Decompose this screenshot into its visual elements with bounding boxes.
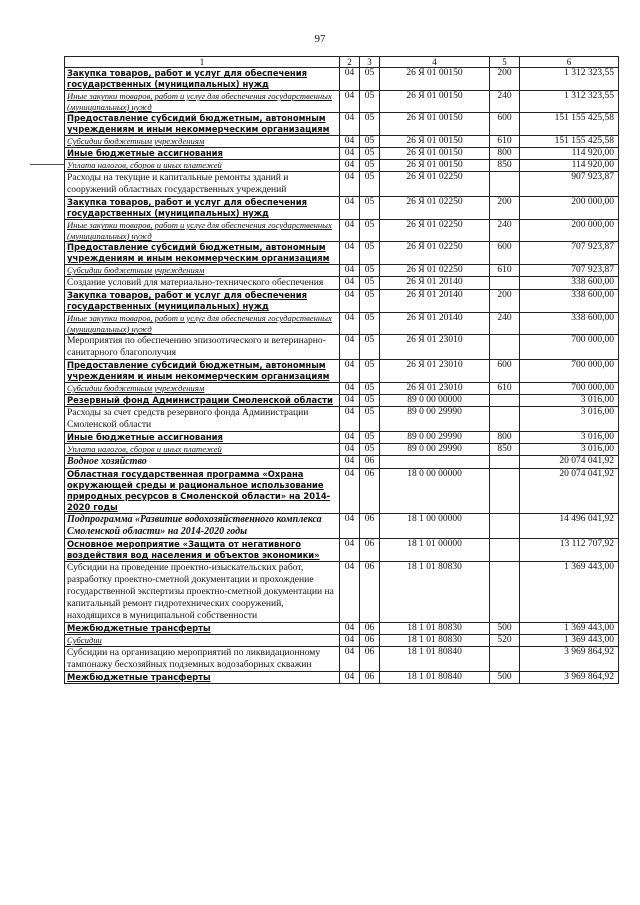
table-row: [65, 290, 619, 313]
row-subsection-cell: 06: [360, 647, 380, 672]
table-row: [65, 635, 619, 647]
table-row: [65, 395, 619, 407]
row-section-cell: 04: [340, 623, 360, 635]
header-col-section: 2: [340, 57, 360, 68]
row-expense-type-cell: [490, 277, 520, 290]
row-subsection-cell: 05: [360, 220, 380, 242]
row-section-cell: 04: [340, 360, 360, 383]
row-name-cell: Межбюджетные трансферты: [65, 623, 340, 635]
row-expense-type-cell: 610: [490, 265, 520, 277]
row-subsection-cell: 06: [360, 469, 380, 514]
row-target-code-cell: 26 Я 01 20140: [380, 290, 490, 313]
row-amount-cell: 3 016,00: [520, 444, 619, 456]
row-subsection-cell: 06: [360, 672, 380, 684]
row-expense-type-cell: [490, 539, 520, 562]
row-expense-type-cell: 800: [490, 148, 520, 160]
row-expense-type-cell: 800: [490, 432, 520, 444]
row-name-cell: Закупка товаров, работ и услуг для обеспечения государственных (муниципальных) нужд: [65, 68, 340, 91]
row-target-code-cell: 89 0 00 29990: [380, 444, 490, 456]
row-amount-cell: 3 969 864,92: [520, 647, 619, 672]
row-subsection-cell: 05: [360, 395, 380, 407]
row-expense-type-cell: 850: [490, 160, 520, 172]
row-target-code-cell: 18 1 01 80830: [380, 623, 490, 635]
row-expense-type-cell: [490, 456, 520, 469]
row-target-code-cell: 18 1 01 80840: [380, 672, 490, 684]
row-section-cell: 04: [340, 444, 360, 456]
row-expense-type-cell: 600: [490, 360, 520, 383]
row-expense-type-cell: [490, 562, 520, 623]
row-name-cell: Иные закупки товаров, работ и услуг для обеспечения государственных (муниципальных) нужд: [65, 313, 340, 335]
row-subsection-cell: 05: [360, 444, 380, 456]
row-subsection-cell: 06: [360, 623, 380, 635]
row-subsection-cell: 05: [360, 68, 380, 91]
table-header-row: [65, 57, 619, 68]
row-expense-type-cell: [490, 514, 520, 539]
header-col-amount: 6: [520, 57, 619, 68]
row-name-cell: Субсидии: [65, 635, 340, 647]
row-section-cell: 04: [340, 313, 360, 335]
row-subsection-cell: 06: [360, 456, 380, 469]
header-col-subsection: 3: [360, 57, 380, 68]
table-row: [65, 623, 619, 635]
row-amount-cell: 338 600,00: [520, 290, 619, 313]
row-subsection-cell: 05: [360, 360, 380, 383]
row-amount-cell: 200 000,00: [520, 197, 619, 220]
row-subsection-cell: 05: [360, 335, 380, 360]
row-section-cell: 04: [340, 647, 360, 672]
row-name-cell: Субсидии на организацию мероприятий по ликвидационному тампонажу бесхозяйных подземных водозаборных скважин: [65, 647, 340, 672]
row-target-code-cell: 89 0 00 29990: [380, 432, 490, 444]
table-row: [65, 335, 619, 360]
table-row: [65, 148, 619, 160]
row-target-code-cell: 26 Я 01 23010: [380, 383, 490, 395]
row-expense-type-cell: 240: [490, 313, 520, 335]
row-expense-type-cell: 200: [490, 197, 520, 220]
row-name-cell: Резервный фонд Администрации Смоленской области: [65, 395, 340, 407]
row-subsection-cell: 06: [360, 635, 380, 647]
row-expense-type-cell: 850: [490, 444, 520, 456]
table-row: [65, 383, 619, 395]
row-name-cell: Закупка товаров, работ и услуг для обеспечения государственных (муниципальных) нужд: [65, 197, 340, 220]
row-section-cell: 04: [340, 91, 360, 113]
row-amount-cell: 13 112 707,92: [520, 539, 619, 562]
row-name-cell: Предоставление субсидий бюджетным, автономным учреждениям и иным некоммерческим организациям: [65, 242, 340, 265]
row-target-code-cell: 26 Я 01 23010: [380, 360, 490, 383]
row-target-code-cell: 18 1 01 00000: [380, 539, 490, 562]
table-row: [65, 197, 619, 220]
row-amount-cell: 700 000,00: [520, 360, 619, 383]
row-name-cell: Закупка товаров, работ и услуг для обеспечения государственных (муниципальных) нужд: [65, 290, 340, 313]
row-amount-cell: 3 969 864,92: [520, 672, 619, 684]
row-target-code-cell: 26 Я 01 02250: [380, 220, 490, 242]
row-section-cell: 04: [340, 432, 360, 444]
row-section-cell: 04: [340, 539, 360, 562]
row-name-cell: Уплата налогов, сборов и иных платежей: [65, 160, 340, 172]
row-subsection-cell: 06: [360, 514, 380, 539]
table-row: [65, 172, 619, 197]
row-target-code-cell: 26 Я 01 02250: [380, 242, 490, 265]
row-section-cell: 04: [340, 335, 360, 360]
row-subsection-cell: 05: [360, 265, 380, 277]
row-amount-cell: 3 016,00: [520, 432, 619, 444]
row-name-cell: Субсидии бюджетным учреждениям: [65, 383, 340, 395]
row-name-cell: Субсидии на проведение проектно-изыскательских работ, разработку проектно-сметной документации и прохождение государственной экспертизы проектно-сметной документации на капитальный ремонт гидротехнических сооружений, находящихся в муниципальной собственности: [65, 562, 340, 623]
row-amount-cell: 114 920,00: [520, 160, 619, 172]
table-row: [65, 647, 619, 672]
row-expense-type-cell: 240: [490, 91, 520, 113]
row-amount-cell: 700 000,00: [520, 383, 619, 395]
row-expense-type-cell: [490, 172, 520, 197]
row-name-cell: Мероприятия по обеспечению эпизоотического и ветеринарно-санитарного благополучия: [65, 335, 340, 360]
row-amount-cell: 20 074 041,92: [520, 456, 619, 469]
row-name-cell: Субсидии бюджетным учреждениям: [65, 136, 340, 148]
row-expense-type-cell: 520: [490, 635, 520, 647]
row-section-cell: 04: [340, 635, 360, 647]
row-section-cell: 04: [340, 407, 360, 432]
row-target-code-cell: 89 0 00 00000: [380, 395, 490, 407]
row-target-code-cell: 26 Я 01 02250: [380, 172, 490, 197]
row-subsection-cell: 06: [360, 562, 380, 623]
row-expense-type-cell: 240: [490, 220, 520, 242]
row-target-code-cell: 18 0 00 00000: [380, 469, 490, 514]
row-amount-cell: 338 600,00: [520, 277, 619, 290]
table-row: [65, 539, 619, 562]
row-expense-type-cell: 200: [490, 68, 520, 91]
row-target-code-cell: 26 Я 01 20140: [380, 277, 490, 290]
row-expense-type-cell: [490, 469, 520, 514]
row-amount-cell: 707 923,87: [520, 242, 619, 265]
row-expense-type-cell: [490, 335, 520, 360]
header-col-target-code: 4: [380, 57, 490, 68]
budget-table: [64, 56, 619, 684]
row-target-code-cell: 26 Я 01 00150: [380, 113, 490, 136]
row-amount-cell: 338 600,00: [520, 313, 619, 335]
row-section-cell: 04: [340, 197, 360, 220]
row-subsection-cell: 05: [360, 290, 380, 313]
row-amount-cell: 1 312 323,55: [520, 91, 619, 113]
row-name-cell: Подпрограмма «Развитие водохозяйственного комплекса Смоленской области» на 2014-2020 годы: [65, 514, 340, 539]
row-target-code-cell: 26 Я 01 02250: [380, 265, 490, 277]
row-expense-type-cell: 600: [490, 242, 520, 265]
row-expense-type-cell: 200: [490, 290, 520, 313]
table-row: [65, 444, 619, 456]
row-subsection-cell: 05: [360, 172, 380, 197]
table-row: [65, 220, 619, 242]
row-name-cell: Расходы за счет средств резервного фонда Администрации Смоленской области: [65, 407, 340, 432]
row-section-cell: 04: [340, 514, 360, 539]
row-name-cell: Создание условий для материально-технического обеспечения: [65, 277, 340, 290]
row-section-cell: 04: [340, 395, 360, 407]
budget-table-container: [64, 56, 618, 684]
row-amount-cell: 700 000,00: [520, 335, 619, 360]
row-amount-cell: 20 074 041,92: [520, 469, 619, 514]
table-row: [65, 562, 619, 623]
row-target-code-cell: 26 Я 01 23010: [380, 335, 490, 360]
row-amount-cell: 151 155 425,58: [520, 136, 619, 148]
row-target-code-cell: 26 Я 01 00150: [380, 91, 490, 113]
header-col-expense-type: 5: [490, 57, 520, 68]
row-section-cell: 04: [340, 672, 360, 684]
row-expense-type-cell: [490, 647, 520, 672]
row-name-cell: Предоставление субсидий бюджетным, автономным учреждениям и иным некоммерческим организациям: [65, 360, 340, 383]
row-expense-type-cell: 600: [490, 113, 520, 136]
row-section-cell: 04: [340, 220, 360, 242]
table-body: [65, 68, 619, 684]
row-amount-cell: 1 369 443,00: [520, 623, 619, 635]
row-target-code-cell: 26 Я 01 20140: [380, 313, 490, 335]
margin-line: [30, 164, 64, 165]
row-name-cell: Иные закупки товаров, работ и услуг для обеспечения государственных (муниципальных) нужд: [65, 91, 340, 113]
row-target-code-cell: 89 0 00 29990: [380, 407, 490, 432]
table-row: [65, 265, 619, 277]
row-target-code-cell: 26 Я 01 00150: [380, 148, 490, 160]
row-expense-type-cell: 610: [490, 383, 520, 395]
row-expense-type-cell: 610: [490, 136, 520, 148]
row-subsection-cell: 05: [360, 160, 380, 172]
row-target-code-cell: 26 Я 01 00150: [380, 136, 490, 148]
row-subsection-cell: 05: [360, 432, 380, 444]
table-row: [65, 68, 619, 91]
row-amount-cell: 114 920,00: [520, 148, 619, 160]
table-row: [65, 91, 619, 113]
row-name-cell: Водное хозяйство: [65, 456, 340, 469]
row-target-code-cell: 18 1 01 80840: [380, 647, 490, 672]
row-section-cell: 04: [340, 160, 360, 172]
table-row: [65, 514, 619, 539]
row-name-cell: Основное мероприятие «Защита от негативного воздействия вод населения и объектов экономики»: [65, 539, 340, 562]
row-name-cell: Иные закупки товаров, работ и услуг для обеспечения государственных (муниципальных) нужд: [65, 220, 340, 242]
row-amount-cell: 3 016,00: [520, 395, 619, 407]
row-subsection-cell: 05: [360, 136, 380, 148]
row-name-cell: Иные бюджетные ассигнования: [65, 432, 340, 444]
row-subsection-cell: 05: [360, 242, 380, 265]
table-row: [65, 277, 619, 290]
row-section-cell: 04: [340, 456, 360, 469]
row-section-cell: 04: [340, 113, 360, 136]
table-row: [65, 469, 619, 514]
table-row: [65, 456, 619, 469]
row-subsection-cell: 05: [360, 197, 380, 220]
row-name-cell: Межбюджетные трансферты: [65, 672, 340, 684]
row-amount-cell: 1 369 443,00: [520, 635, 619, 647]
row-section-cell: 04: [340, 265, 360, 277]
header-col-name: 1: [65, 57, 340, 68]
row-name-cell: Субсидии бюджетным учреждениям: [65, 265, 340, 277]
row-amount-cell: 707 923,87: [520, 265, 619, 277]
row-amount-cell: 151 155 425,58: [520, 113, 619, 136]
row-section-cell: 04: [340, 277, 360, 290]
row-section-cell: 04: [340, 172, 360, 197]
row-target-code-cell: [380, 456, 490, 469]
row-name-cell: Предоставление субсидий бюджетным, автономным учреждениям и иным некоммерческим организациям: [65, 113, 340, 136]
row-amount-cell: 1 312 323,55: [520, 68, 619, 91]
row-amount-cell: 3 016,00: [520, 407, 619, 432]
row-name-cell: Уплата налогов, сборов и иных платежей: [65, 444, 340, 456]
table-row: [65, 432, 619, 444]
table-row: [65, 360, 619, 383]
row-target-code-cell: 26 Я 01 02250: [380, 197, 490, 220]
row-subsection-cell: 05: [360, 148, 380, 160]
row-section-cell: 04: [340, 290, 360, 313]
row-subsection-cell: 05: [360, 383, 380, 395]
table-row: [65, 160, 619, 172]
row-amount-cell: 14 496 041,92: [520, 514, 619, 539]
row-subsection-cell: 05: [360, 313, 380, 335]
row-amount-cell: 907 923,87: [520, 172, 619, 197]
row-section-cell: 04: [340, 242, 360, 265]
row-subsection-cell: 06: [360, 539, 380, 562]
row-subsection-cell: 05: [360, 113, 380, 136]
row-name-cell: Расходы на текущие и капитальные ремонты зданий и сооружений областных государственных учреждений: [65, 172, 340, 197]
row-name-cell: Областная государственная программа «Охрана окружающей среды и рациональное использование природных ресурсов в Смоленской области» на 2014-2020 годы: [65, 469, 340, 514]
row-section-cell: 04: [340, 383, 360, 395]
row-section-cell: 04: [340, 562, 360, 623]
row-expense-type-cell: [490, 395, 520, 407]
page-number: 97: [314, 33, 326, 45]
row-section-cell: 04: [340, 136, 360, 148]
row-expense-type-cell: [490, 407, 520, 432]
row-section-cell: 04: [340, 148, 360, 160]
row-subsection-cell: 05: [360, 91, 380, 113]
row-amount-cell: 200 000,00: [520, 220, 619, 242]
table-row: [65, 672, 619, 684]
row-name-cell: Иные бюджетные ассигнования: [65, 148, 340, 160]
row-expense-type-cell: 500: [490, 623, 520, 635]
row-target-code-cell: 26 Я 01 00150: [380, 160, 490, 172]
row-subsection-cell: 05: [360, 407, 380, 432]
row-amount-cell: 1 369 443,00: [520, 562, 619, 623]
row-expense-type-cell: 500: [490, 672, 520, 684]
row-target-code-cell: 26 Я 01 00150: [380, 68, 490, 91]
table-row: [65, 313, 619, 335]
row-target-code-cell: 18 1 00 00000: [380, 514, 490, 539]
table-row: [65, 136, 619, 148]
row-target-code-cell: 18 1 01 80830: [380, 562, 490, 623]
row-subsection-cell: 05: [360, 277, 380, 290]
row-section-cell: 04: [340, 68, 360, 91]
table-row: [65, 407, 619, 432]
row-section-cell: 04: [340, 469, 360, 514]
row-target-code-cell: 18 1 01 80830: [380, 635, 490, 647]
table-row: [65, 242, 619, 265]
table-row: [65, 113, 619, 136]
